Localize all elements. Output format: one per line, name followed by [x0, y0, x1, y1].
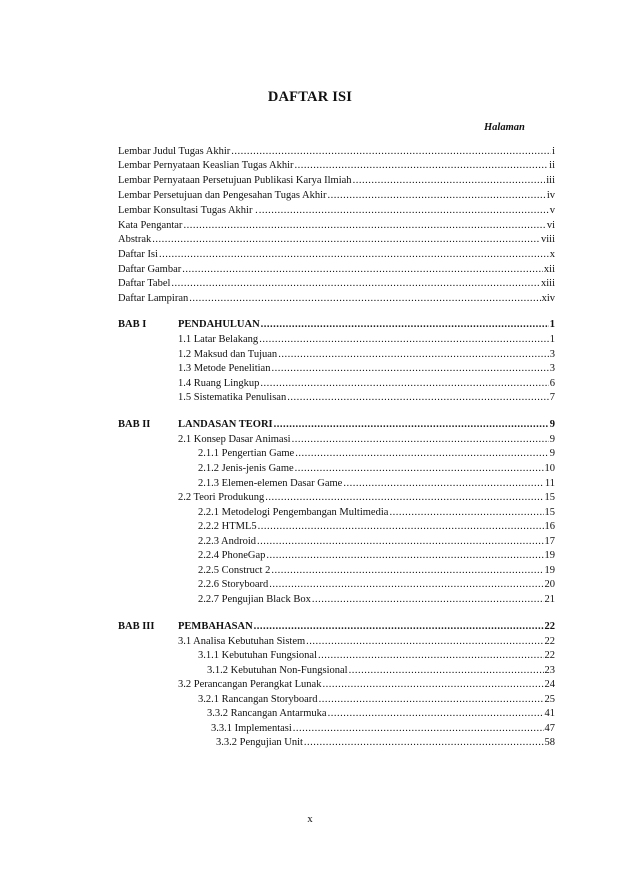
toc-entry[interactable]: [118, 159, 555, 173]
toc-entry-text: Lembar Pernyataan Keaslian Tugas Akhir: [118, 160, 294, 171]
toc-entry[interactable]: [118, 219, 555, 233]
toc-entry-text: 2.2.1 Metodelogi Pengembangan Multimedia: [198, 507, 389, 518]
toc-entry-page: 9: [549, 448, 555, 459]
leader-dots: [257, 535, 543, 549]
chapter-label: BAB I: [118, 319, 147, 330]
toc-entry[interactable]: [118, 204, 555, 218]
toc-entry-text: 2.1 Konsep Dasar Animasi: [178, 434, 291, 445]
toc-entry-text: Lembar Konsultasi Tugas Akhir .: [118, 205, 258, 216]
toc-entry-text: 1.2 Maksud dan Tujuan: [178, 349, 278, 360]
leader-dots: [259, 204, 549, 218]
toc-entry-page: 24: [544, 679, 555, 690]
toc-entry-page: 41: [544, 708, 555, 719]
toc-entry-text: 1.5 Sistematika Penulisan: [178, 392, 287, 403]
toc-entry[interactable]: [198, 535, 555, 549]
leader-dots: [318, 649, 544, 663]
toc-entry[interactable]: [198, 506, 555, 520]
toc-entry-page: 3: [549, 363, 555, 374]
leader-dots: [265, 491, 543, 505]
leader-dots: [254, 620, 544, 634]
toc-entry-text: 1.1 Latar Belakang: [178, 334, 259, 345]
toc-entry-page: i: [552, 146, 555, 157]
toc-entry[interactable]: [118, 189, 555, 203]
toc-entry-text: Lembar Judul Tugas Akhir: [118, 146, 231, 157]
leader-dots: [269, 578, 543, 592]
toc-entry-text: Daftar Tabel: [118, 278, 171, 289]
toc-entry-page: 15: [544, 492, 555, 503]
chapter-title: LANDASAN TEORI: [178, 419, 273, 430]
toc-entry-page: ii: [549, 160, 555, 171]
page-title: DAFTAR ISI: [267, 89, 353, 105]
toc-entry[interactable]: [178, 391, 555, 405]
toc-entry[interactable]: [118, 248, 555, 262]
toc-entry-text: Daftar Isi: [118, 249, 158, 260]
toc-entry-text: 2.2.3 Android: [198, 536, 257, 547]
leader-dots: [271, 564, 543, 578]
toc-entry-page: xiv: [541, 293, 555, 304]
chapter-label: BAB III: [118, 621, 155, 632]
toc-entry-page: 22: [544, 636, 555, 647]
leader-dots: [183, 219, 545, 233]
toc-entry[interactable]: [178, 348, 555, 362]
chapter-entry[interactable]: [178, 620, 555, 634]
leader-dots: [189, 292, 540, 306]
toc-entry[interactable]: [178, 377, 555, 391]
leader-dots: [312, 593, 544, 607]
toc-entry[interactable]: [118, 263, 555, 277]
toc-entry-text: Lembar Persetujuan dan Pengesahan Tugas Akhir: [118, 190, 327, 201]
leader-dots: [292, 433, 549, 447]
toc-entry-text: 2.1.1 Pengertian Game: [198, 448, 295, 459]
toc-entry-page: iv: [546, 190, 555, 201]
toc-entry[interactable]: [118, 145, 555, 159]
leader-dots: [274, 418, 549, 432]
chapter-entry[interactable]: [178, 318, 555, 332]
toc-entry-page: xiii: [540, 278, 555, 289]
leader-dots: [343, 477, 544, 491]
toc-entry[interactable]: [178, 333, 555, 347]
leader-dots: [328, 189, 546, 203]
leader-dots: [259, 333, 549, 347]
toc-entry-page: 3: [549, 349, 555, 360]
toc-entry-page: v: [549, 205, 555, 216]
toc-entry-text: Abstrak: [118, 234, 152, 245]
toc-entry-page: xii: [543, 264, 555, 275]
leader-dots: [182, 263, 543, 277]
leader-dots: [304, 736, 544, 750]
leader-dots: [319, 693, 544, 707]
page-number: x: [307, 814, 313, 825]
toc-entry[interactable]: [198, 520, 555, 534]
toc-entry-text: Kata Pengantar: [118, 220, 183, 231]
toc-entry-text: 2.2.2 HTML5: [198, 521, 257, 532]
leader-dots: [353, 174, 546, 188]
toc-entry[interactable]: [198, 578, 555, 592]
toc-entry[interactable]: [178, 362, 555, 376]
toc-entry[interactable]: [198, 462, 555, 476]
toc-entry-page: 47: [544, 723, 555, 734]
leader-dots: [295, 462, 544, 476]
toc-entry-page: 1: [549, 334, 555, 345]
leader-dots: [261, 318, 549, 332]
toc-entry-text: 2.2.6 Storyboard: [198, 579, 269, 590]
toc-entry-text: 1.4 Ruang Lingkup: [178, 378, 260, 389]
toc-entry[interactable]: [198, 549, 555, 563]
toc-entry[interactable]: [198, 593, 555, 607]
toc-entry[interactable]: [198, 477, 555, 491]
leader-dots: [258, 520, 544, 534]
leader-dots: [152, 233, 540, 247]
chapter-title: PEMBAHASAN: [178, 621, 253, 632]
toc-entry-page: iii: [546, 175, 555, 186]
toc-entry[interactable]: [211, 722, 555, 736]
toc-entry-text: Lembar Pernyataan Persetujuan Publikasi Karya Ilmiah: [118, 175, 352, 186]
chapter-label: BAB II: [118, 419, 151, 430]
leader-dots: [295, 159, 549, 173]
toc-entry-text: 2.2.4 PhoneGap: [198, 550, 266, 561]
leader-dots: [293, 722, 544, 736]
toc-entry[interactable]: [207, 664, 555, 678]
toc-entry-page: 6: [549, 378, 555, 389]
toc-entry-text: Daftar Gambar: [118, 264, 182, 275]
toc-entry-page: 21: [544, 594, 555, 605]
chapter-page: 9: [549, 419, 555, 430]
toc-entry-page: x: [549, 249, 555, 260]
toc-entry[interactable]: [118, 292, 555, 306]
toc-entry-text: 3.3.2 Rancangan Antarmuka: [207, 708, 327, 719]
toc-entry-text: 2.2.7 Pengujian Black Box: [198, 594, 311, 605]
toc-entry[interactable]: [178, 635, 555, 649]
toc-entry[interactable]: [198, 649, 555, 663]
toc-entry-page: 19: [544, 550, 555, 561]
toc-entry-page: 11: [544, 478, 555, 489]
chapter-entry[interactable]: [178, 418, 555, 432]
toc-entry-page: 20: [544, 579, 555, 590]
chapter-page: 1: [549, 319, 555, 330]
toc-entry[interactable]: [118, 277, 555, 291]
toc-entry[interactable]: [198, 447, 555, 461]
toc-entry[interactable]: [118, 174, 555, 188]
toc-entry-text: 1.3 Metode Penelitian: [178, 363, 271, 374]
toc-entry-text: Daftar Lampiran: [118, 293, 189, 304]
toc-entry-text: 3.1.2 Kebutuhan Non-Fungsional: [207, 665, 348, 676]
toc-entry-page: 16: [544, 521, 555, 532]
toc-entry-page: 58: [544, 737, 555, 748]
toc-entry-page: vi: [546, 220, 555, 231]
toc-entry-page: 9: [549, 434, 555, 445]
halaman-label: Halaman: [484, 122, 525, 133]
toc-entry-text: 3.2 Perancangan Perangkat Lunak: [178, 679, 322, 690]
toc-entry-text: 3.1 Analisa Kebutuhan Sistem: [178, 636, 306, 647]
toc-entry[interactable]: [118, 233, 555, 247]
toc-entry[interactable]: [216, 736, 555, 750]
toc-entry-text: 3.3.1 Implementasi: [211, 723, 292, 734]
toc-entry[interactable]: [178, 433, 555, 447]
leader-dots: [271, 362, 548, 376]
leader-dots: [159, 248, 549, 262]
toc-entry-page: viii: [540, 234, 555, 245]
toc-entry-text: 3.3.2 Pengujian Unit: [216, 737, 303, 748]
leader-dots: [306, 635, 543, 649]
toc-entry[interactable]: [207, 707, 555, 721]
toc-entry-page: 25: [544, 694, 555, 705]
toc-entry[interactable]: [198, 693, 555, 707]
leader-dots: [328, 707, 544, 721]
toc-entry-page: 7: [549, 392, 555, 403]
toc-entry-page: 15: [544, 507, 555, 518]
leader-dots: [171, 277, 540, 291]
leader-dots: [287, 391, 549, 405]
toc-entry-text: 2.2.5 Construct 2: [198, 565, 271, 576]
toc-entry[interactable]: [198, 564, 555, 578]
toc-entry[interactable]: [178, 491, 555, 505]
leader-dots: [349, 664, 544, 678]
toc-entry[interactable]: [178, 678, 555, 692]
toc-entry-text: 2.2 Teori Produkung: [178, 492, 265, 503]
toc-entry-text: 2.1.3 Elemen-elemen Dasar Game: [198, 478, 343, 489]
leader-dots: [231, 145, 551, 159]
toc-entry-text: 3.2.1 Rancangan Storyboard: [198, 694, 318, 705]
toc-entry-text: 3.1.1 Kebutuhan Fungsional: [198, 650, 317, 661]
chapter-page: 22: [544, 621, 555, 632]
leader-dots: [389, 506, 543, 520]
toc-entry-page: 17: [544, 536, 555, 547]
leader-dots: [260, 377, 548, 391]
leader-dots: [322, 678, 543, 692]
chapter-title: PENDAHULUAN: [178, 319, 260, 330]
toc-entry-page: 23: [544, 665, 555, 676]
leader-dots: [266, 549, 543, 563]
leader-dots: [295, 447, 549, 461]
toc-entry-text: 2.1.2 Jenis-jenis Game: [198, 463, 294, 474]
toc-entry-page: 10: [544, 463, 555, 474]
toc-entry-page: 22: [544, 650, 555, 661]
leader-dots: [278, 348, 549, 362]
toc-entry-page: 19: [544, 565, 555, 576]
